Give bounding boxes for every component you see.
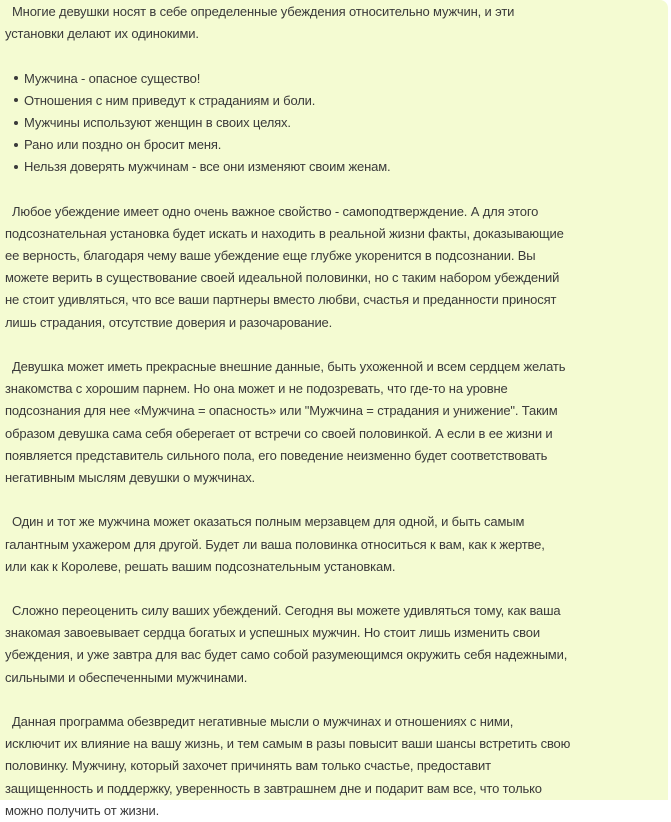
belief-list-item (5, 112, 668, 134)
paragraph-line: половинку. Мужчину, который захочет причинять вам только счастье, предоставит (5, 758, 491, 774)
spacer (5, 689, 668, 711)
belief-list-item (5, 68, 668, 90)
bullet-icon (14, 143, 18, 147)
belief-list-item (5, 90, 668, 112)
belief-text: Мужчина - опасное существо! (24, 70, 201, 86)
belief-list-item (5, 134, 668, 156)
paragraph-line: Сложно переоценить силу ваших убеждений. Сегодня вы можете удивляться тому, как ваша (12, 603, 561, 619)
intro-line: установки делают их одинокими. (5, 26, 199, 42)
spacer (5, 334, 668, 356)
paragraph-line: подсознательная установка будет искать и находить в реальной жизни факты, доказывающие (5, 225, 564, 241)
paragraph-line: знакомая завоевывает сердца богатых и успешных мужчин. Но стоит лишь изменить свои (5, 625, 540, 641)
belief-text: Мужчины используют женщин в своих целях. (24, 114, 291, 130)
belief-text: Отношения с ним приведут к страданиям и боли. (24, 92, 316, 108)
paragraph-line: Девушка может иметь прекрасные внешние данные, быть ухоженной и всем сердцем желать (12, 359, 566, 374)
bullet-icon (14, 165, 18, 169)
paragraph-line: Данная программа обезвредит негативные мысли о мужчинах и отношениях с ними, (12, 714, 514, 729)
paragraph-line: защищенность и поддержку, уверенность в завтрашнем дне и подарит вам все, что только (5, 780, 542, 796)
spacer (5, 489, 668, 511)
paragraph-line: знакомства с хорошим парнем. Но она может и не подозревать, что где-то на уровне (5, 381, 508, 397)
paragraph-line: Любое убеждение имеет одно очень важное свойство - самоподтверждение. А для этого (12, 203, 539, 219)
paragraph-line: не стоит удивляться, что все ваши партнеры вместо любви, счастья и преданности приносят (5, 292, 557, 308)
bullet-icon (14, 121, 18, 125)
spacer (5, 45, 668, 67)
paragraph-line: образом девушка сама себя оберегает от встречи со своей половинкой. А если в ее жизни и (5, 425, 553, 441)
bullet-icon (14, 98, 18, 102)
paragraph-line: убеждения, и уже завтра для вас будет само собой разумеющимся окружить себя надежными, (5, 647, 568, 663)
paragraph-line: лишь страдания, отсутствие доверия и разочарование. (5, 314, 333, 330)
paragraph-line: исключит их влияние на вашу жизнь, и тем самым в разы повысит ваши шансы встретить свою (5, 736, 571, 752)
paragraph-line: галантным ухажером для другой. Будет ли ваша половинка относиться к вам, как к жертве, (5, 536, 545, 552)
bullet-icon (14, 76, 18, 80)
paragraph-line: негативным мыслям девушки о мужчинах. (5, 469, 256, 485)
paragraph-line: подсознания для нее «Мужчина = опасность» или "Мужчина = страдания и унижение". Таким (5, 403, 558, 419)
paragraph-line: появляется представитель сильного пола, его поведение неизменно будет соответствовать (5, 447, 548, 463)
spacer (5, 578, 668, 600)
paragraph-line: Один и тот же мужчина может оказаться полным мерзавцем для одной, и быть самым (12, 514, 525, 530)
paragraph-line: можете верить в существование своей идеальной половинки, но с таким набором убеждений (5, 270, 560, 286)
belief-text: Рано или поздно он бросит меня. (24, 137, 222, 153)
paragraph-line: ее верность, благодаря чему ваше убеждение еще глубже укоренится в подсознании. Вы (5, 248, 536, 264)
belief-text: Нельзя доверять мужчинам - все они изменяют своим женам. (24, 159, 391, 175)
spacer (5, 179, 668, 201)
paragraph-line: сильными и обеспеченными мужчинами. (5, 669, 248, 685)
paragraph-line: или как к Королеве, решать вашим подсознательным установкам. (5, 558, 396, 574)
paragraph-line: можно получить от жизни. (5, 802, 160, 818)
belief-list-item (5, 156, 668, 178)
intro-line: Многие девушки носят в себе определенные убеждения относительно мужчин, и эти (12, 4, 515, 19)
